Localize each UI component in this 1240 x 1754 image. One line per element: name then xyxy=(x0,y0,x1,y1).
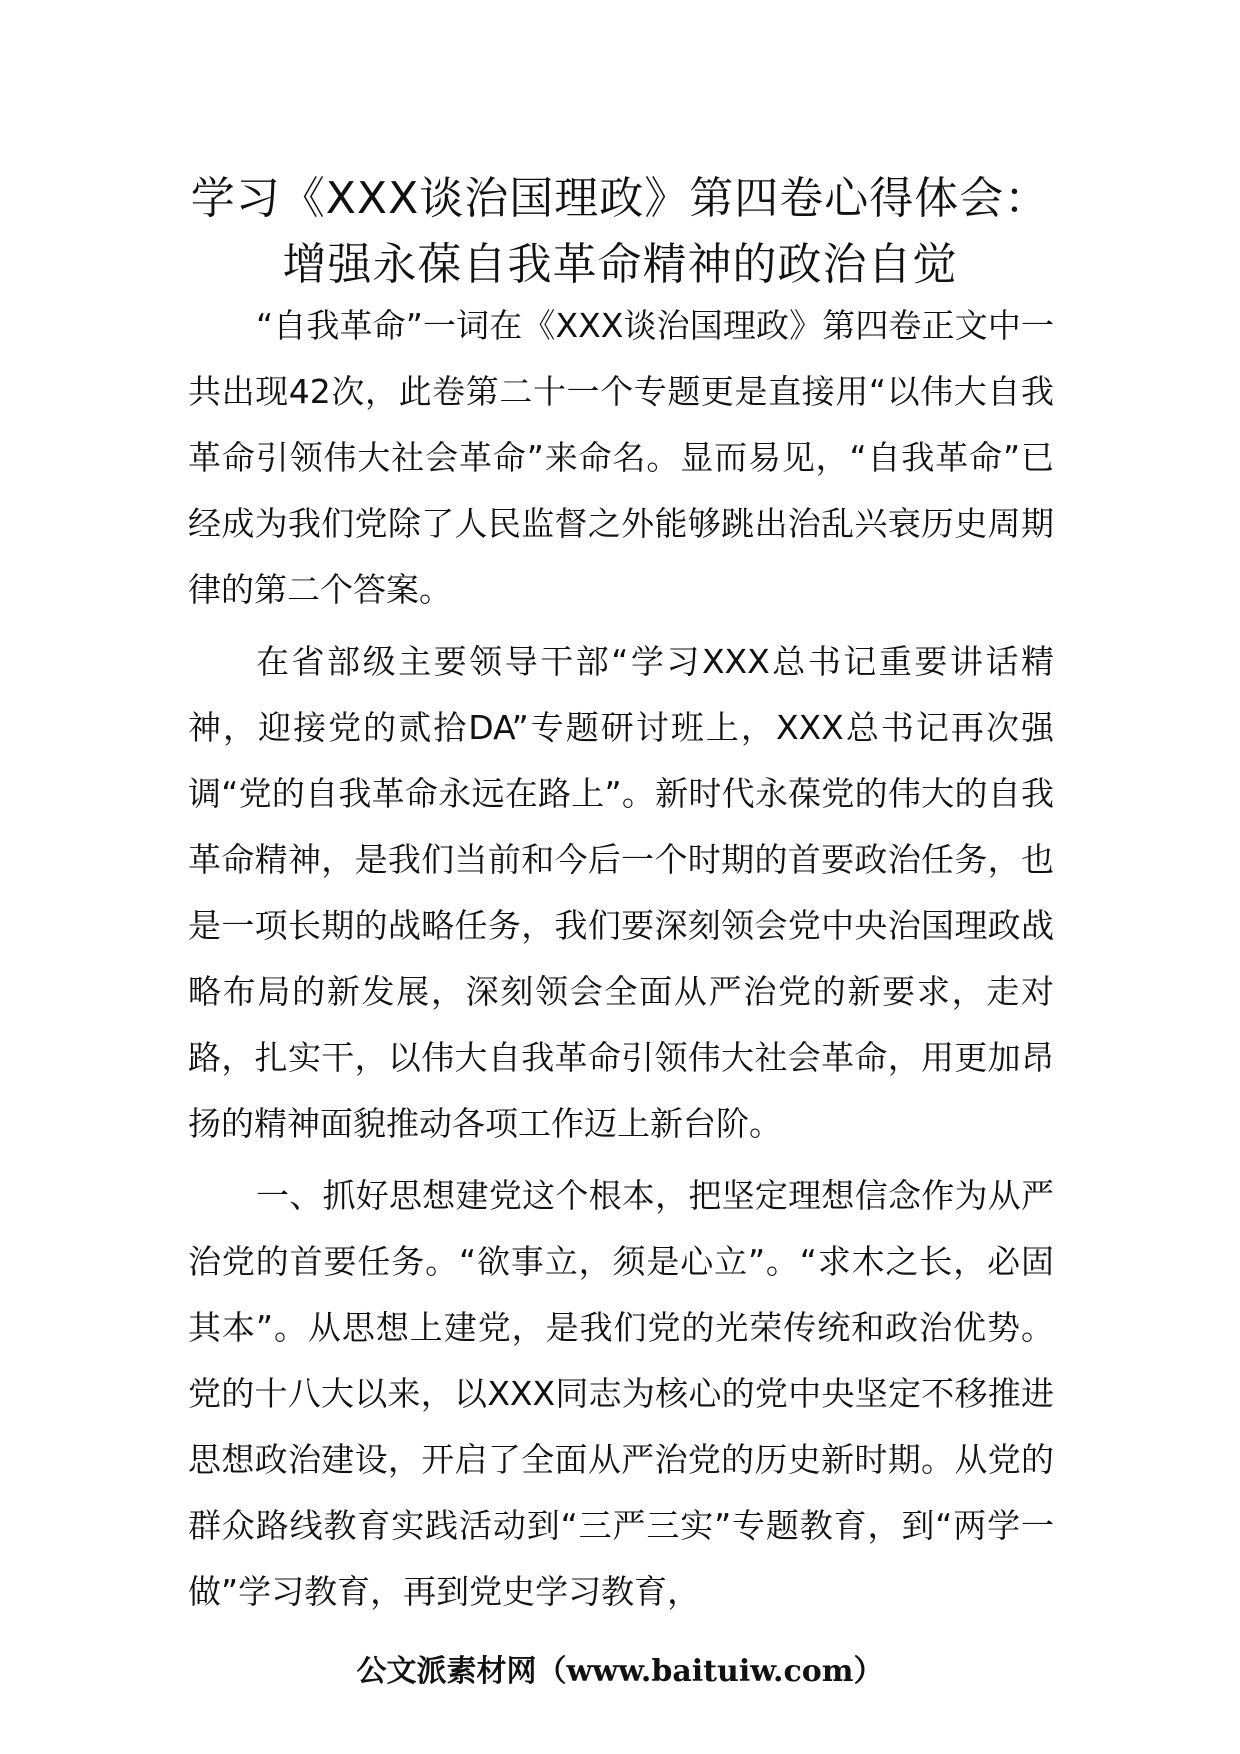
paragraph-3: 一、抓好思想建党这个根本，把坚定理想信念作为从严治党的首要任务。“欲事立，须是心立”。“求木之长，必固其本”。从思想上建党，是我们党的光荣传统和政治优势。党的十八大以来，以XXX同志为核心的党中央坚定不移推进思想政治建设，开启了全面从严治党的历史新时期。从党的群众路线教育实践活动到“三严三实”专题教育，到“两学一做”学习教育，再到党史学习教育， xyxy=(188,1176,1054,1611)
document-title-line-1: 学习《XXX谈治国理政》第四卷心得体会： xyxy=(190,173,1050,224)
footer-watermark-text: 公文派素材网（www.baituiw.com） xyxy=(356,1654,884,1689)
paragraph-2: 在省部级主要领导干部“学习XXX总书记重要讲话精神，迎接党的贰拾DA”专题研讨班上，XXX总书记再次强调“党的自我革命永远在路上”。新时代永葆党的伟大的自我革命精神，是我们当前和今后一个时期的首要政治任务，也是一项长期的战略任务，我们要深刻领会党中央治国理政战略布局的新发展，深刻领会全面从严治党的新要求，走对路，扎实干，以伟大自我革命引领伟大社会革命，用更加昂扬的精神面貌推动各项工作迈上新台阶。 xyxy=(188,642,1054,1143)
document-body xyxy=(188,293,1054,1625)
paragraph-1: “自我革命”一词在《XXX谈治国理政》第四卷正文中一共出现42次，此卷第二十一个专题更是直接用“以伟大自我革命引领伟大社会革命”来命名。显而易见，“自我革命”已经成为我们党除了人民监督之外能够跳出治乱兴衰历史周期律的第二个答案。 xyxy=(188,306,1054,609)
document-title-line-2: 增强永葆自我革命精神的政治自觉 xyxy=(282,239,958,290)
